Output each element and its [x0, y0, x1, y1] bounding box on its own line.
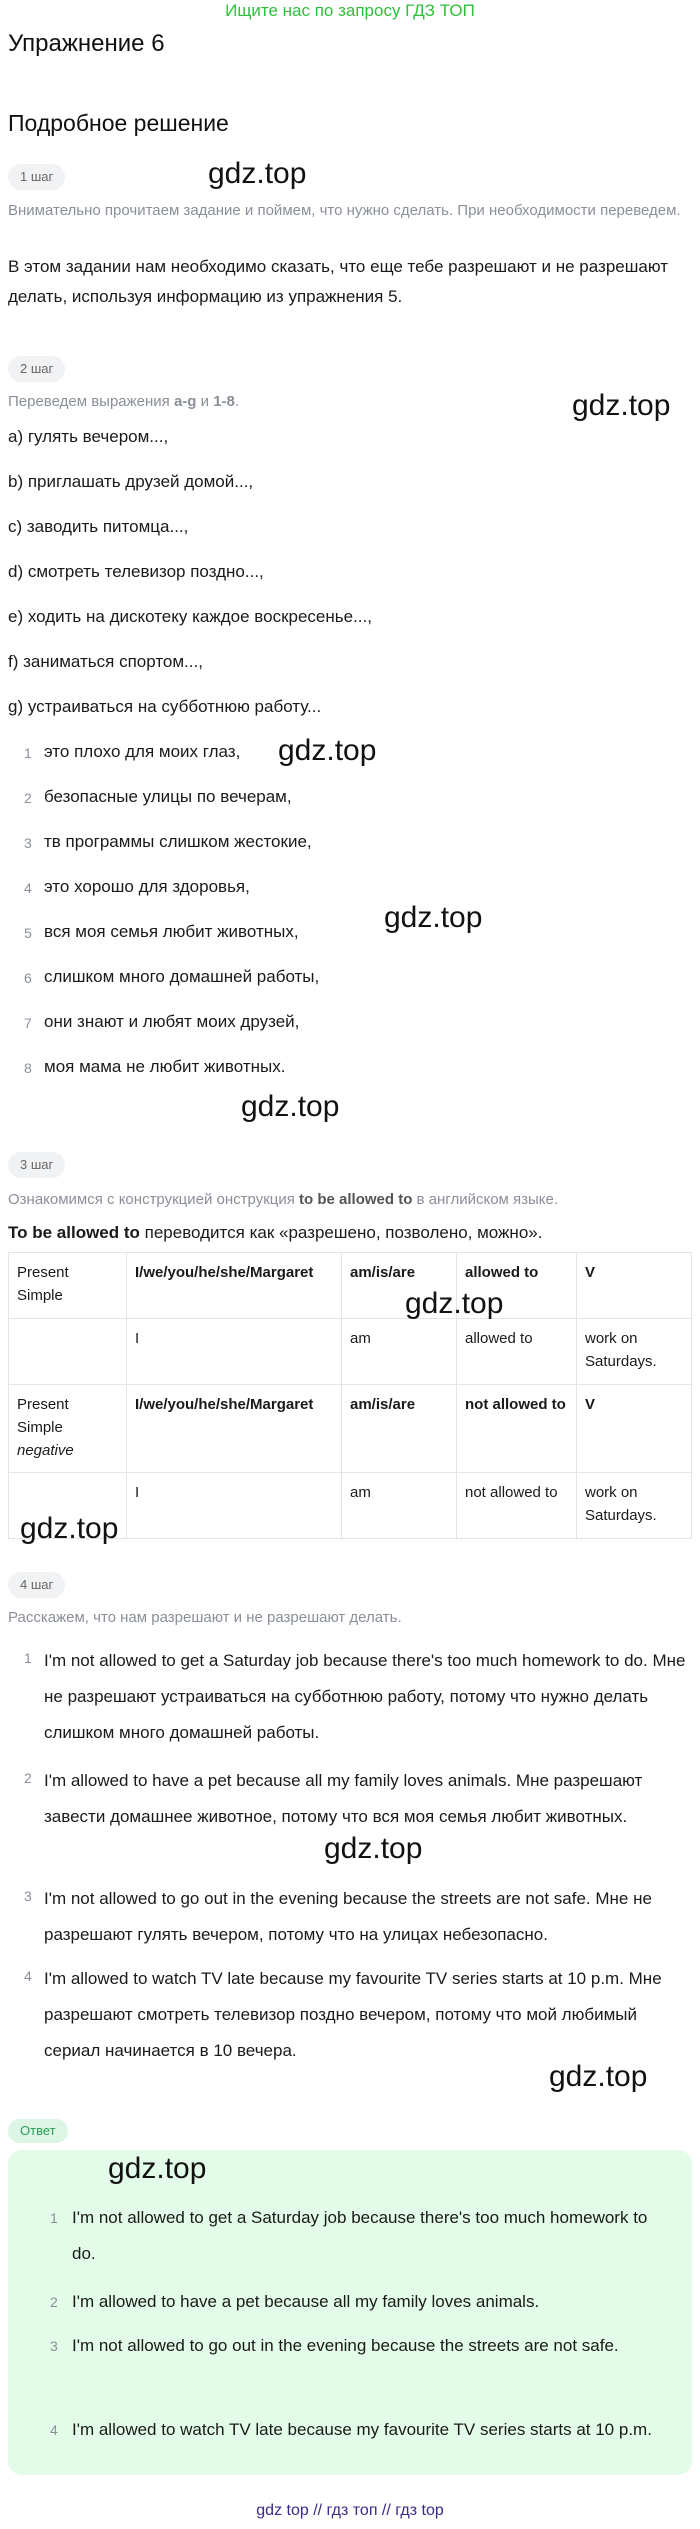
table-cell: Present Simple	[9, 1253, 127, 1319]
letter-item: g) устраиваться на субботнюю работу...	[8, 697, 322, 716]
list-number: 7	[24, 1015, 32, 1031]
grammar-table	[8, 1252, 692, 1539]
table-cell: Present Simple negative	[9, 1385, 127, 1473]
step1-text: В этом задании нам необходимо сказать, что еще тебе разрешают и не разрешают делать, используя информацию из упражнения 5.	[8, 257, 668, 306]
table-cell: allowed to	[457, 1253, 577, 1319]
table-cell: am/is/are	[342, 1385, 457, 1473]
table-cell: I/we/you/he/she/Margaret	[127, 1385, 342, 1473]
letter-item: c) заводить питомца...,	[8, 517, 189, 536]
list-item	[24, 1888, 32, 1906]
table-cell: not allowed to	[457, 1385, 577, 1473]
list-number: 8	[24, 1060, 32, 1076]
top-banner: Ищите нас по запросу ГДЗ ТОП	[225, 1, 475, 20]
list-text: I'm not allowed to get a Saturday job because there's too much homework to do.	[72, 2208, 648, 2263]
letter-item: a) гулять вечером...,	[8, 427, 169, 446]
list-item	[24, 745, 32, 763]
list-number: 4	[50, 2422, 58, 2438]
watermark: gdz.top	[20, 1512, 119, 1545]
list-item	[50, 2294, 58, 2312]
watermark: gdz.top	[241, 1090, 340, 1123]
list-text: они знают и любят моих друзей,	[44, 1012, 300, 1031]
list-text: I'm not allowed to go out in the evening because the streets are not safe.	[72, 2336, 619, 2355]
list-item	[24, 835, 32, 853]
list-item	[24, 1650, 32, 1668]
table-cell: I	[127, 1319, 342, 1385]
list-item	[24, 790, 32, 808]
watermark: gdz.top	[572, 389, 671, 422]
letter-item: e) ходить на дискотеку каждое воскресенье...,	[8, 607, 372, 626]
table-cell: V	[577, 1385, 692, 1473]
table-cell: work on Saturdays.	[577, 1473, 692, 1539]
table-row	[9, 1319, 692, 1385]
step-badge-1: 1 шаг	[8, 164, 65, 190]
list-item	[24, 1770, 32, 1788]
footer-links[interactable]: gdz top // гдз топ // гдз top	[256, 2502, 444, 2519]
step3-text: To be allowed to переводится как «разрешено, позволено, можно».	[8, 1223, 543, 1242]
list-item	[24, 1015, 32, 1033]
list-number: 1	[50, 2210, 58, 2226]
step-badge-3: 3 шаг	[8, 1152, 65, 1178]
list-number: 2	[24, 1770, 32, 1786]
list-number: 4	[24, 880, 32, 896]
list-number: 3	[50, 2338, 58, 2354]
step1-note: Внимательно прочитаем задание и поймем, что нужно сделать. При необходимости переведем.	[8, 202, 681, 219]
list-item	[50, 2210, 58, 2228]
table-row	[9, 1253, 692, 1319]
list-item	[24, 880, 32, 898]
list-item	[24, 925, 32, 943]
list-number: 6	[24, 970, 32, 986]
step-badge-2: 2 шаг	[8, 356, 65, 382]
list-number: 2	[24, 790, 32, 806]
list-item	[24, 970, 32, 988]
table-cell: I	[127, 1473, 342, 1539]
list-text: слишком много домашней работы,	[44, 967, 320, 986]
list-item	[24, 1060, 32, 1078]
list-text: моя мама не любит животных.	[44, 1057, 286, 1076]
letter-item: d) смотреть телевизор поздно...,	[8, 562, 264, 581]
table-cell: am	[342, 1473, 457, 1539]
list-text: это хорошо для здоровья,	[44, 877, 250, 896]
table-cell: am/is/are	[342, 1253, 457, 1319]
table-cell: am	[342, 1319, 457, 1385]
list-text: I'm not allowed to get a Saturday job because there's too much homework to do. Мне не разрешают устраиваться на субботнюю работу, потому что нужно делать слишком много домашней работы.	[44, 1651, 686, 1742]
section-title: Подробное решение	[8, 110, 229, 136]
list-text: I'm allowed to have a pet because all my family loves animals. Мне разрешают завести домашнее животное, потому что вся моя семья любит животных.	[44, 1771, 643, 1826]
list-number: 5	[24, 925, 32, 941]
answer-badge: Ответ	[8, 2119, 68, 2143]
letter-item: f) заниматься спортом...,	[8, 652, 203, 671]
page-title: Упражнение 6	[8, 30, 165, 57]
step4-note: Расскажем, что нам разрешают и не разрешают делать.	[8, 1609, 402, 1626]
list-number: 3	[24, 1888, 32, 1904]
step3-note: Ознакомимся с конструкцией онструкция to be allowed to в английском языке.	[8, 1191, 559, 1208]
watermark: gdz.top	[549, 2060, 648, 2093]
list-text: безопасные улицы по вечерам,	[44, 787, 292, 806]
list-text: I'm allowed to watch TV late because my favourite TV series starts at 10 p.m.	[72, 2420, 652, 2439]
table-cell: I/we/you/he/she/Margaret	[127, 1253, 342, 1319]
list-number: 1	[24, 1650, 32, 1666]
table-cell: work on Saturdays.	[577, 1319, 692, 1385]
table-cell	[9, 1319, 127, 1385]
list-item	[24, 1968, 32, 1986]
table-cell: not allowed to	[457, 1473, 577, 1539]
watermark: gdz.top	[208, 157, 307, 190]
step2-note: Переведем выражения a-g и 1-8.	[8, 393, 240, 410]
list-item	[50, 2422, 58, 2440]
table-cell: V	[577, 1253, 692, 1319]
list-text: тв программы слишком жестокие,	[44, 832, 312, 851]
list-number: 4	[24, 1968, 32, 1984]
list-number: 2	[50, 2294, 58, 2310]
watermark: gdz.top	[384, 901, 483, 934]
step-badge-4: 4 шаг	[8, 1572, 65, 1598]
letter-item: b) приглашать друзей домой...,	[8, 472, 254, 491]
list-text: I'm not allowed to go out in the evening because the streets are not safe. Мне не разрешают гулять вечером, потому что на улицах небезопасно.	[44, 1889, 652, 1944]
watermark: gdz.top	[324, 1832, 423, 1865]
table-cell: allowed to	[457, 1319, 577, 1385]
list-number: 1	[24, 745, 32, 761]
list-text: I'm allowed to have a pet because all my family loves animals.	[72, 2292, 540, 2311]
watermark: gdz.top	[108, 2152, 207, 2185]
list-number: 3	[24, 835, 32, 851]
list-item	[50, 2338, 58, 2356]
list-text: вся моя семья любит животных,	[44, 922, 299, 941]
list-text: это плохо для моих глаз,	[44, 742, 241, 761]
watermark: gdz.top	[405, 1287, 504, 1320]
list-text: I'm allowed to watch TV late because my favourite TV series starts at 10 p.m. Мне разрешают смотреть телевизор поздно вечером, потому что мой любимый сериал начинается в 10 вечера.	[44, 1969, 662, 2060]
watermark: gdz.top	[278, 734, 377, 767]
table-row	[9, 1385, 692, 1473]
